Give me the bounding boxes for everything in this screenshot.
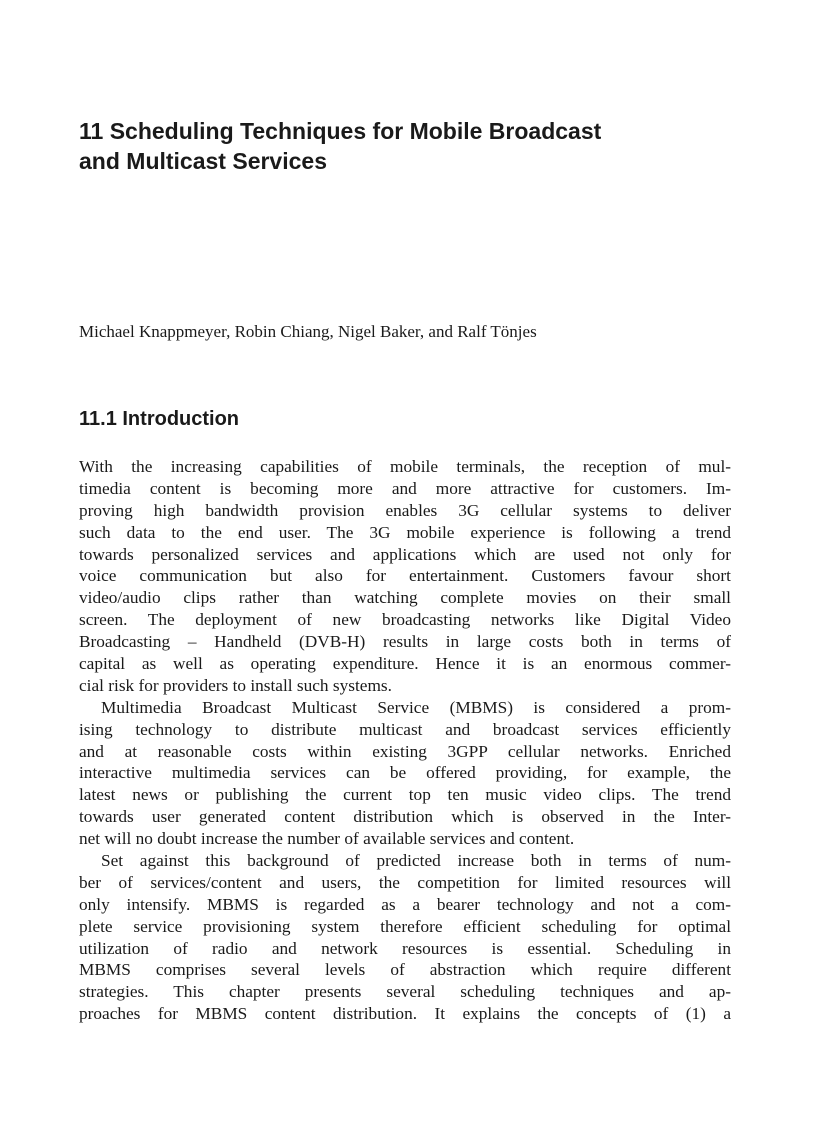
text-line: voice communication but also for entertainment. Customers favour short [79, 566, 731, 586]
text-line: MBMS comprises several levels of abstraction which require different [79, 960, 731, 980]
paragraph-3 [79, 850, 731, 1025]
text-line: such data to the end user. The 3G mobile experience is following a trend [79, 522, 731, 542]
text-line: ber of services/content and users, the competition for limited resources will [79, 872, 731, 892]
text-line: capital as well as operating expenditure. Hence it is an enormous commer- [79, 654, 731, 674]
text-line: towards personalized services and applications which are used not only for [79, 544, 731, 564]
text-line: proaches for MBMS content distribution. It explains the concepts of (1) a [79, 1004, 731, 1024]
chapter-title [79, 116, 759, 176]
text-line: timedia content is becoming more and more attractive for customers. Im- [79, 478, 731, 498]
paragraph-1 [79, 456, 731, 697]
text-line: screen. The deployment of new broadcasting networks like Digital Video [79, 610, 731, 630]
text-line: net will no doubt increase the number of available services and content. [79, 829, 575, 849]
text-line: cial risk for providers to install such systems. [79, 675, 392, 695]
section-heading: 11.1 Introduction [79, 408, 240, 430]
text-line: strategies. This chapter presents several scheduling techniques and ap- [79, 982, 731, 1002]
text-line: Set against this background of predicted increase both in terms of num- [101, 851, 731, 871]
text-line: plete service provisioning system therefore efficient scheduling for optimal [79, 916, 731, 936]
author-list: Michael Knappmeyer, Robin Chiang, Nigel Baker, and Ralf Tönjes [79, 322, 537, 341]
text-line: utilization of radio and network resources is essential. Scheduling in [79, 938, 731, 958]
text-line: Broadcasting – Handheld (DVB-H) results in large costs both in terms of [79, 632, 731, 652]
text-line: latest news or publishing the current top ten music video clips. The trend [79, 785, 731, 805]
body-text [79, 456, 731, 1025]
text-line: ising technology to distribute multicast and broadcast services efficiently [79, 719, 731, 739]
text-line: only intensify. MBMS is regarded as a bearer technology and not a com- [79, 894, 731, 914]
text-line: Multimedia Broadcast Multicast Service (MBMS) is considered a prom- [101, 697, 731, 717]
text-line: and at reasonable costs within existing 3GPP cellular networks. Enriched [79, 741, 731, 761]
text-line: interactive multimedia services can be offered providing, for example, the [79, 763, 731, 783]
text-line: proving high bandwidth provision enables 3G cellular systems to deliver [79, 500, 731, 520]
text-line: With the increasing capabilities of mobile terminals, the reception of mul- [79, 457, 731, 476]
chapter-title-line: 11 Scheduling Techniques for Mobile Broadcast [79, 118, 602, 144]
text-line: towards user generated content distribution which is observed in the Inter- [79, 807, 731, 827]
chapter-title-line: and Multicast Services [79, 148, 327, 174]
paragraph-2 [79, 697, 731, 850]
text-line: video/audio clips rather than watching complete movies on their small [79, 588, 731, 608]
